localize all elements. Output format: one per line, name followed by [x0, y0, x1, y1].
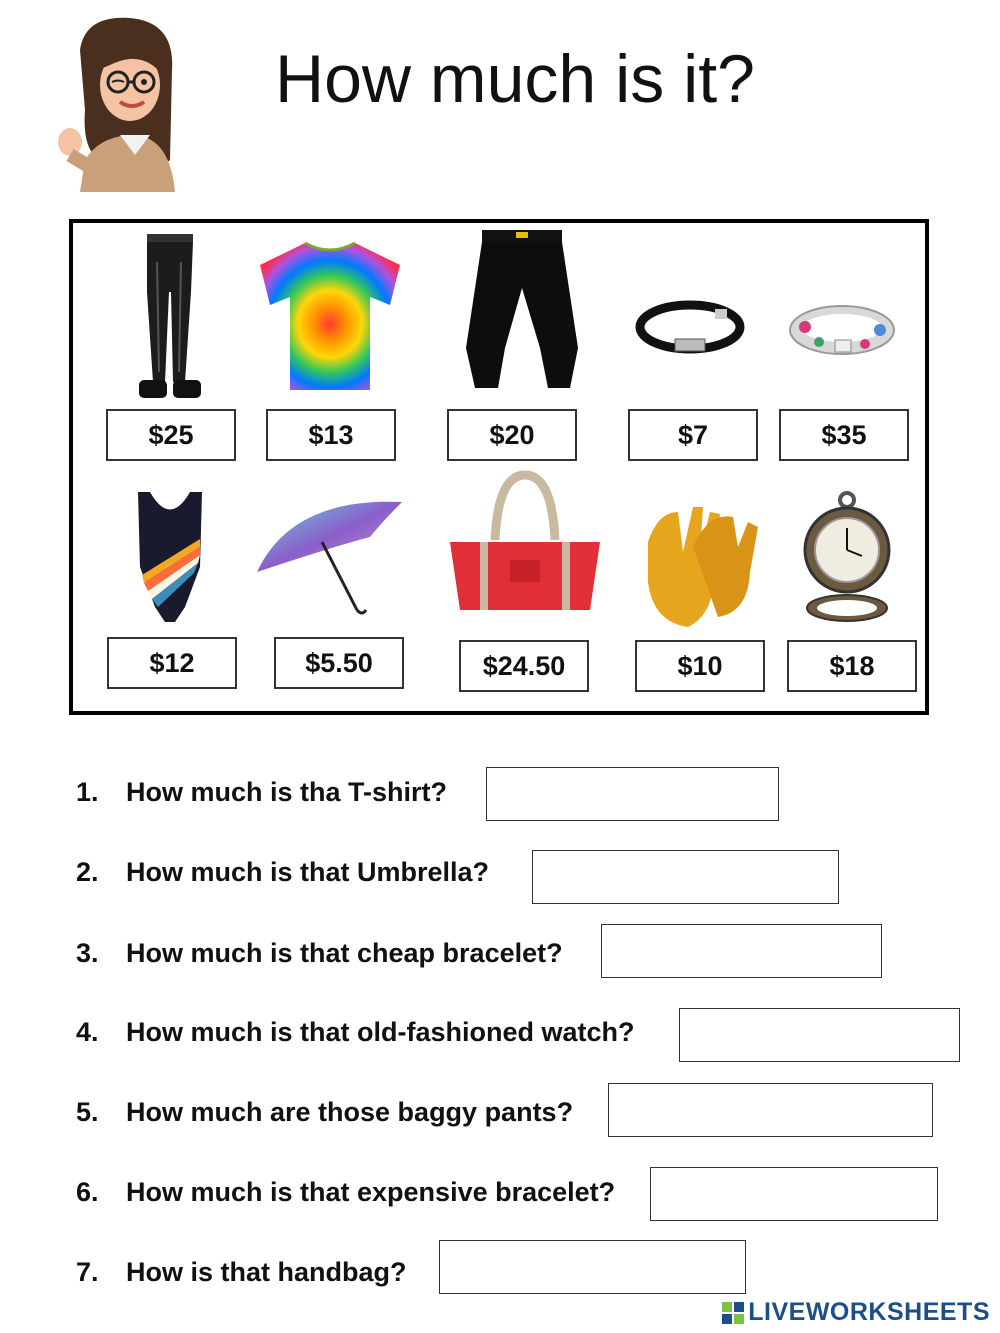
question-text: How is that handbag?	[126, 1257, 407, 1287]
question-number: 3.	[76, 938, 99, 968]
answer-input-6[interactable]	[650, 1167, 938, 1221]
teacher-avatar	[40, 10, 190, 192]
question-text: How much are those baggy pants?	[126, 1097, 574, 1127]
price-tag: $25	[106, 409, 236, 461]
question-number: 2.	[76, 857, 99, 887]
question-number: 1.	[76, 777, 99, 807]
price-tag: $5.50	[274, 637, 404, 689]
question-number: 7.	[76, 1257, 99, 1287]
answer-input-3[interactable]	[601, 924, 882, 978]
question-7	[76, 1257, 407, 1288]
question-1	[76, 777, 447, 808]
price-tag: $10	[635, 640, 765, 692]
question-text: How much is tha T-shirt?	[126, 777, 448, 807]
page-title: How much is it?	[275, 41, 755, 117]
question-number: 5.	[76, 1097, 99, 1127]
question-2	[76, 857, 489, 888]
question-text: How much is that expensive bracelet?	[126, 1177, 616, 1207]
baggy-pants-image	[460, 228, 585, 398]
price-tag: $7	[628, 409, 758, 461]
cheap-bracelet-image	[635, 295, 745, 355]
price-tag: $12	[107, 637, 237, 689]
liveworksheets-logo	[722, 1298, 990, 1327]
expensive-bracelet-image	[785, 292, 900, 362]
answer-input-4[interactable]	[679, 1008, 960, 1062]
question-3	[76, 938, 563, 969]
question-4	[76, 1017, 635, 1048]
leather-pants-image	[135, 232, 205, 402]
answer-input-7[interactable]	[439, 1240, 746, 1294]
question-number: 6.	[76, 1177, 99, 1207]
pocket-watch-image	[792, 490, 902, 625]
logo-text: LIVEWORKSHEETS	[748, 1298, 990, 1326]
price-tag: $20	[447, 409, 577, 461]
logo-icon	[722, 1302, 744, 1324]
price-tag: $13	[266, 409, 396, 461]
umbrella-image	[252, 492, 407, 617]
question-6	[76, 1177, 615, 1208]
price-tag: $24.50	[459, 640, 589, 692]
question-text: How much is that Umbrella?	[126, 857, 490, 887]
answer-input-5[interactable]	[608, 1083, 933, 1137]
question-text: How much is that cheap bracelet?	[126, 938, 563, 968]
price-tag: $35	[779, 409, 909, 461]
swimsuit-image	[130, 487, 210, 627]
question-text: How much is that old-fashioned watch?	[126, 1017, 635, 1047]
tshirt-image	[250, 235, 410, 395]
handbag-image	[440, 470, 610, 620]
question-5	[76, 1097, 573, 1128]
question-number: 4.	[76, 1017, 99, 1047]
gloves-image	[638, 492, 763, 632]
price-tag: $18	[787, 640, 917, 692]
answer-input-2[interactable]	[532, 850, 839, 904]
answer-input-1[interactable]	[486, 767, 779, 821]
